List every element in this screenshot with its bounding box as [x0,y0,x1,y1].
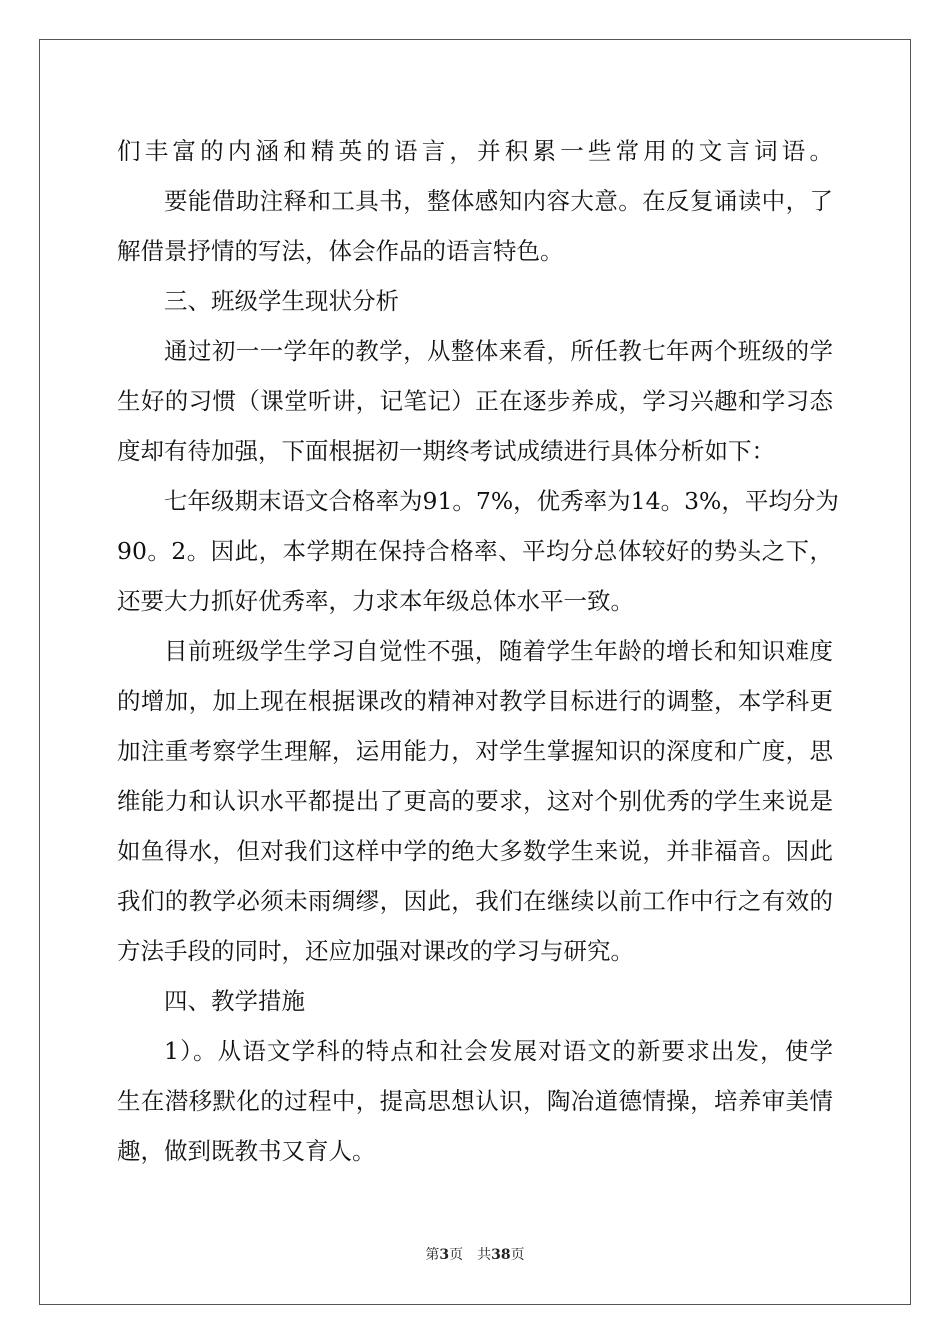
text-line: 还要大力抓好优秀率，力求本年级总体水平一致。 [117,587,634,615]
paragraph-first-line: 1）。从语文学科的特点和社会发展对语文的新要求出发，使学 [164,1037,833,1065]
text-line: 解借景抒情的写法，体会作品的语言特色。 [117,237,564,265]
paragraph-first-line: 要能借助注释和工具书，整体感知内容大意。在反复诵读中，了 [164,187,833,215]
page-prefix: 第 [425,1247,440,1263]
total-prefix: 共 [477,1247,492,1263]
section-heading: 三、班级学生现状分析 [164,287,399,315]
text-line: 趣，做到既教书又育人。 [117,1137,376,1165]
text-line: 生好的习惯（课堂听讲，记笔记）正在逐步养成，学习兴趣和学习态 [117,387,833,415]
text-line: 90。2。因此，本学期在保持合格率、平均分总体较好的势头之下， [117,537,833,565]
document-body [117,126,839,1176]
page-unit: 页 [449,1247,464,1263]
paragraph-first-line: 通过初一一学年的教学，从整体来看，所任教七年两个班级的学 [164,337,833,365]
text-line: 方法手段的同时，还应加强对课改的学习与研究。 [117,937,634,965]
text-line: 们丰富的内涵和精英的语言，并积累一些常用的文言词语。 [117,137,833,165]
text-line: 生在潜移默化的过程中，提高思想认识，陶冶道德情操，培养审美情 [117,1087,833,1115]
page-number: 3 [439,1247,450,1263]
text-line: 我们的教学必须未雨绸缪，因此，我们在继续以前工作中行之有效的 [117,887,833,915]
text-line: 度却有待加强，下面根据初一期终考试成绩进行具体分析如下： [117,437,775,465]
text-line: 加注重考察学生理解，运用能力，对学生掌握知识的深度和广度，思 [117,737,833,765]
page-footer [0,1245,950,1265]
section-heading: 四、教学措施 [164,987,305,1015]
text-line: 维能力和认识水平都提出了更高的要求，这对个别优秀的学生来说是 [117,787,833,815]
paragraph-first-line: 目前班级学生学习自觉性不强，随着学生年龄的增长和知识难度 [164,637,833,665]
paragraph-first-line: 七年级期末语文合格率为91。7%，优秀率为14。3%，平均分为 [164,487,839,515]
text-line: 的增加，加上现在根据课改的精神对教学目标进行的调整，本学科更 [117,687,833,715]
total-pages: 38 [491,1247,511,1263]
text-line: 如鱼得水，但对我们这样中学的绝大多数学生来说，并非福音。因此 [117,837,833,865]
total-unit: 页 [510,1247,525,1263]
